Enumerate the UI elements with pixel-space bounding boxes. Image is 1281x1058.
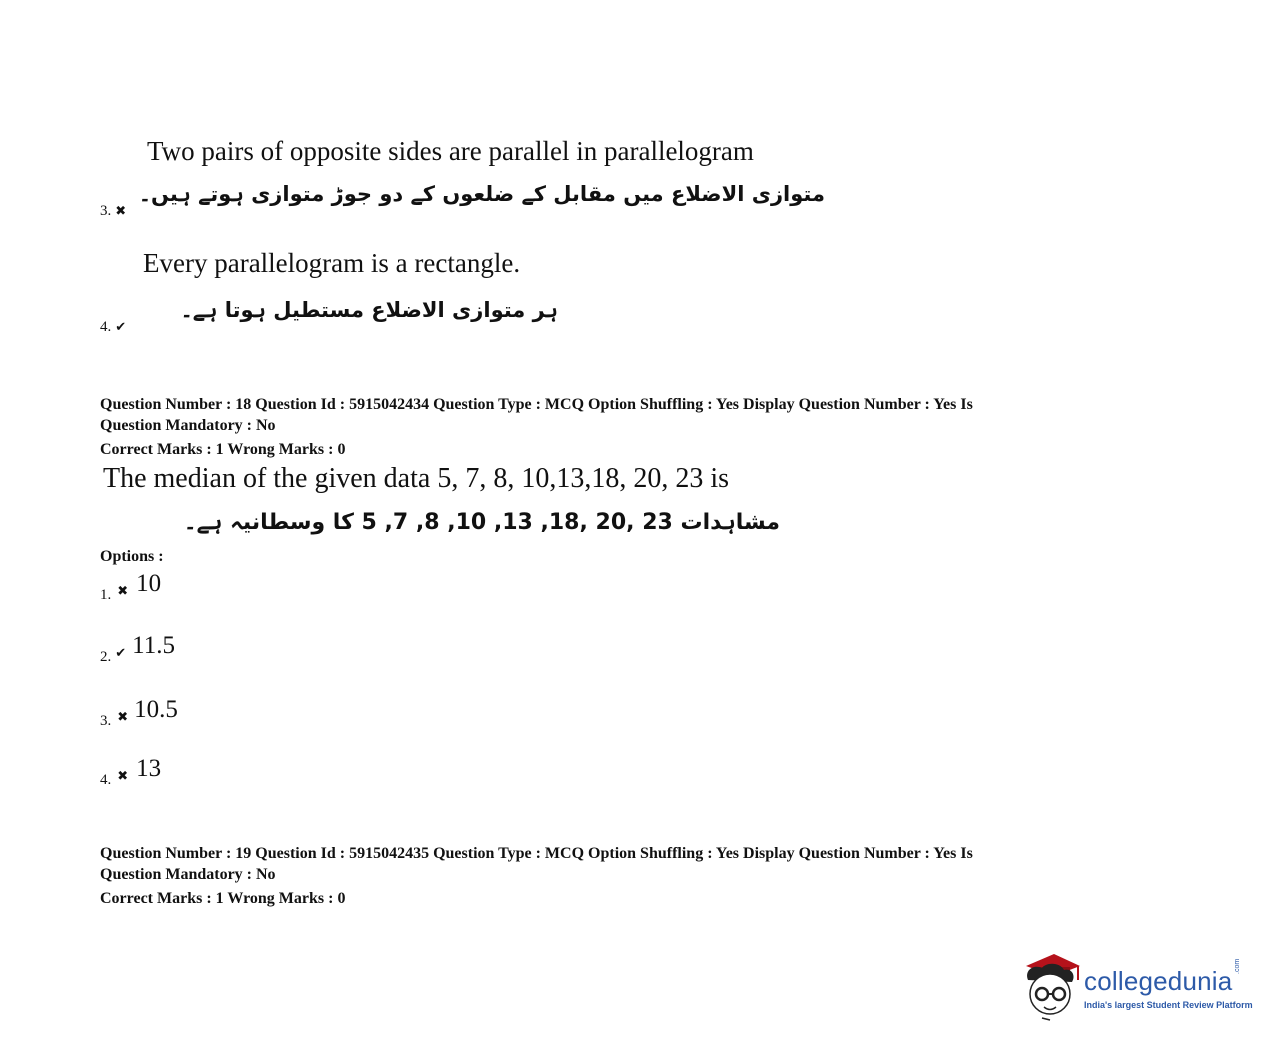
correct-mark-icon: ✔: [115, 646, 127, 661]
collegedunia-logo: [1020, 950, 1260, 1022]
q18-question-urdu: مشاہدات 23 ,20 ,18, 13, 10, 8, 7, 5 کا وسطانیہ ہے۔: [183, 510, 780, 535]
q19-marks: Correct Marks : 1 Wrong Marks : 0: [100, 890, 346, 907]
prev-option-3-english: Two pairs of opposite sides are parallel in parallelogram: [147, 136, 754, 166]
prev-option-4-label: [100, 319, 126, 336]
wrong-mark-icon: ✖: [115, 204, 127, 219]
option-number: 1.: [100, 587, 112, 603]
q18-option-1: [100, 570, 162, 603]
q18-option-3: [100, 696, 178, 729]
q18-option-4: [100, 755, 162, 788]
option-value: 10.5: [134, 696, 178, 723]
q19-meta-line2: Question Mandatory : No: [100, 866, 276, 883]
prev-option-4-english: Every parallelogram is a rectangle.: [143, 248, 521, 278]
q18-option-2: [100, 632, 175, 665]
brand-domain: .com: [1234, 958, 1241, 974]
brand-name: collegedunia: [1084, 966, 1233, 996]
wrong-mark-icon: ✖: [117, 584, 129, 599]
q18-meta-line1: Question Number : 18 Question Id : 5915042434 Question Type : MCQ Option Shuffling : Yes Display Question Number : Yes Is: [100, 396, 973, 413]
correct-mark-icon: ✔: [115, 320, 127, 335]
prev-option-3-urdu: متوازی الاضلاع میں مقابل کے ضلعوں کے دو جوڑ متوازی ہوتے ہیں۔: [138, 182, 825, 206]
q18-options-label: Options :: [100, 548, 164, 565]
q18-meta-line2: Question Mandatory : No: [100, 417, 276, 434]
q18-marks: Correct Marks : 1 Wrong Marks : 0: [100, 441, 346, 458]
q19-meta-line1: Question Number : 19 Question Id : 5915042435 Question Type : MCQ Option Shuffling : Yes Display Question Number : Yes Is: [100, 845, 973, 862]
prev-option-3-label: [100, 203, 126, 220]
option-number: 3.: [100, 203, 112, 219]
option-value: 11.5: [132, 632, 175, 659]
wrong-mark-icon: ✖: [117, 769, 129, 784]
option-number: 4.: [100, 772, 112, 788]
q18-meta: [100, 394, 1200, 436]
q18-question-english: The median of the given data 5, 7, 8, 10,13,18, 20, 23 is: [103, 463, 729, 494]
option-value: 10: [136, 570, 162, 597]
mascot-icon: [1020, 950, 1082, 1022]
option-number: 3.: [100, 713, 112, 729]
wrong-mark-icon: ✖: [117, 710, 129, 725]
q19-meta: [100, 843, 1200, 885]
option-value: 13: [136, 755, 162, 782]
prev-option-4-urdu: ہر متوازی الاضلاع مستطیل ہوتا ہے۔: [180, 298, 558, 322]
option-number: 4.: [100, 319, 112, 335]
option-number: 2.: [100, 649, 112, 665]
brand-tagline: India's largest Student Review Platform: [1084, 1000, 1253, 1010]
